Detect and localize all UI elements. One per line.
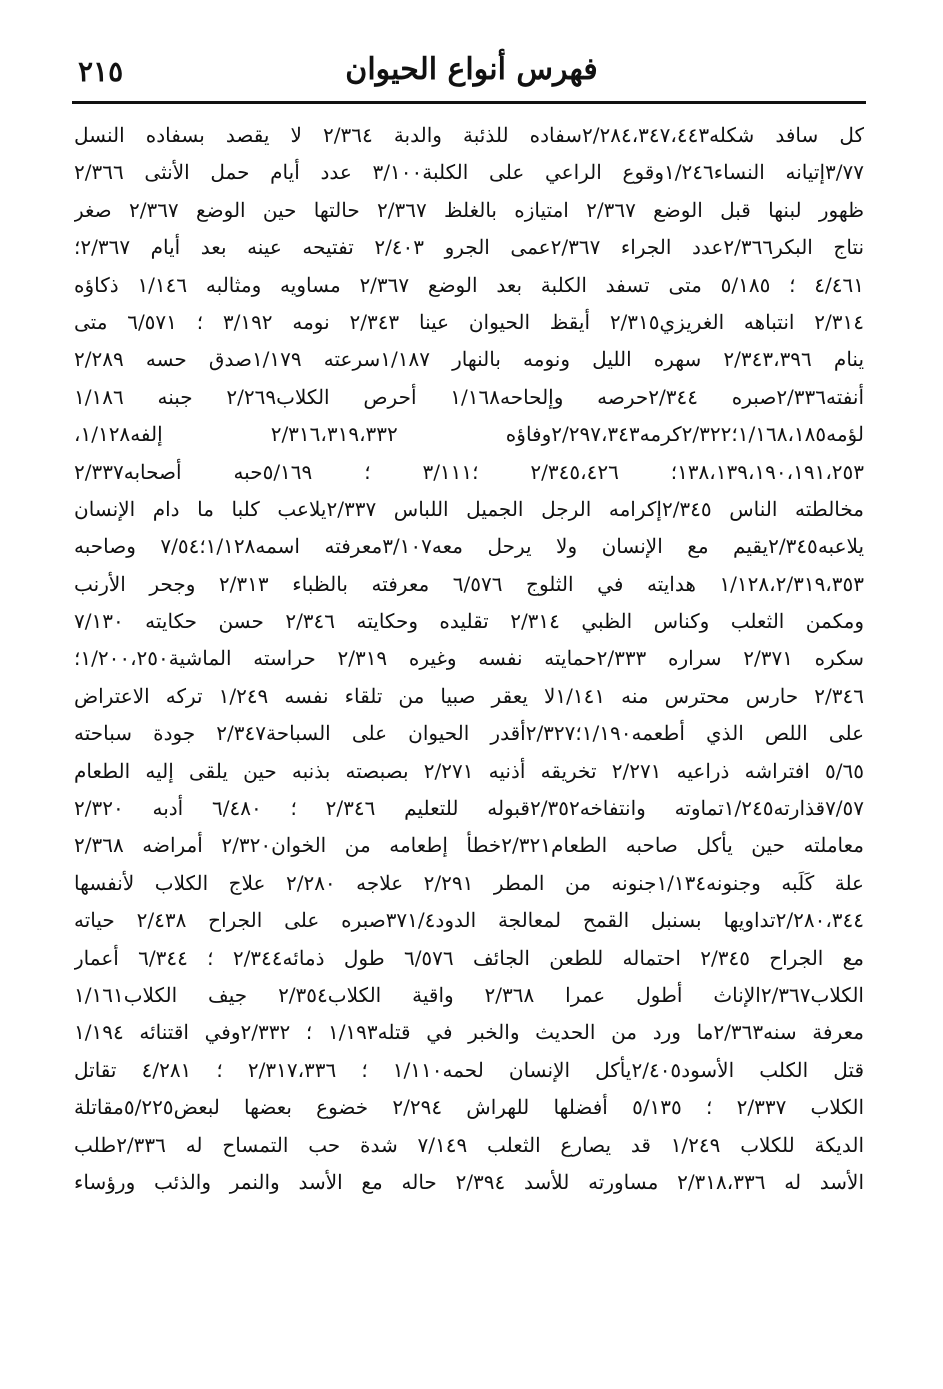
text-line: سكره ٢/٣٧١ سراره ٢/٣٣٣حمايته نفسه وغيره ٢/٣١٩ حراسته الماشية١/٢٠٠،٢٥٠؛: [74, 646, 864, 671]
text-line: ينام ٢/٣٤٣،٣٩٦ سهره الليل ونومه بالنهار ١/١٨٧سرعته ١/١٧٩صدق حسه ٢/٢٨٩: [74, 347, 864, 372]
text-line: معاملته حين يأكل صاحبه الطعام٢/٣٢١خطأ إطعامه من الخوان٢/٣٢٠ أمراضه ٢/٣٦٨: [74, 833, 864, 858]
header-rule: [72, 101, 866, 104]
text-line: معرفة سنه٢/٣٦٣ما ورد من الحديث والخبر في قتله١/١٩٣ ؛ ٢/٣٣٢وفي اقتنائه ١/١٩٤: [74, 1020, 864, 1045]
text-line: مع الجراح ٢/٣٤٥ احتماله للطعن الجائف ٦/٥٧٦ طول ذمائه٢/٣٤٤ ؛ ٦/٣٤٤ أعمار: [74, 945, 864, 970]
text-line: على اللص الذي أطعمه١/١٩٠؛٢/٣٢٧أقدر الحيوان على السباحة٢/٣٤٧ جودة سباحته: [74, 721, 864, 746]
text-line: ٧/٥٧قذارته١/٢٤٥تماوته وانتفاخه٢/٣٥٢قبوله للتعليم ٢/٣٤٦ ؛ ٦/٤٨٠ أدبه ٢/٣٢٠: [74, 796, 864, 821]
text-line: الأسد له ٢/٣١٨،٣٣٦ مساورته للأسد ٢/٣٩٤ حاله مع الأسد والنمر والذئب ورؤساء: [74, 1169, 864, 1194]
text-line: ظهور لبنها قبل الوضع ٢/٣٦٧ امتيازه بالغلظ ٢/٣٦٧ حالتها حين الوضع ٢/٣٦٧ صغر: [74, 197, 864, 222]
text-line: أنفته٢/٣٣٦صبره ٢/٣٤٤حرصه وإلحاحه١/١٦٨ أحرص الكلاب٢/٢٦٩ جبنه ١/١٨٦: [74, 384, 864, 409]
text-line: ٣/٧٧إتيانه النساء١/٢٤٦وقوع الراعي على الكلبة٣/١٠٠ عدد أيام حمل الأنثى ٢/٣٦٦: [74, 160, 864, 185]
text-line: نتاج البكر٢/٣٦٦عدد الجراء ٢/٣٦٧عمى الجرو ٢/٤٠٣ تفتيحه عينه بعد أيام ٢/٣٦٧؛: [74, 235, 864, 260]
text-line: مخالطته الناس ٢/٣٤٥إكرامه الرجل الجميل اللباس ٢/٣٣٧يلاعب كلبا ما دام الإنسان: [74, 496, 864, 521]
text-line: يلاعبه٢/٣٤٥يقيم مع الإنسان ولا يرحل معه٣/١٠٧معرفته اسمه١/١٢٨؛٧/٥٤ وصاحبه: [74, 534, 864, 559]
text-line: الكلاب٢/٣٦٧الإناث أطول عمرا ٢/٣٦٨ واقية الكلاب٢/٣٥٤ جيف الكلاب١/١٦١: [74, 982, 864, 1007]
text-line: ومكمن الثعلب وكناس الظبي ٢/٣١٤ تقليده وحكايته ٢/٣٤٦ حسن حكايته ٧/١٣٠: [74, 609, 864, 634]
text-line: ١٣٨،١٣٩،١٩٠،١٩١،٢٥٣؛ ٢/٣٤٥،٤٢٦ ؛٣/١١١ ؛ ٥/١٦٩حبه أصحابه٢/٣٣٧: [74, 459, 864, 484]
text-line: الكلاب ٢/٣٣٧ ؛ ٥/١٣٥ أفضلها للهراش ٢/٢٩٤ خضوع بعضها لبعض٥/٢٢٥مقاتلة: [74, 1095, 864, 1120]
text-line: الديكة للكلاب ١/٢٤٩ قد يصارع الثعلب ٧/١٤٩ شدة حب التمساح له ٢/٣٣٦طلب: [74, 1132, 864, 1157]
index-body: [74, 117, 864, 1201]
text-line: علة كَلَبه وجنونه١/١٣٤جنونه من المطر ٢/٢٩١ علاجه ٢/٢٨٠ علاج الكلاب لأنفسها: [74, 870, 864, 895]
page-number: ٢١٥: [78, 55, 124, 88]
text-line: ٢/٣٤٦ حارس محترس منه ١/١٤١لا يعقر صبيا من تلقاء نفسه ١/٢٤٩ تركه الاعتراض: [74, 683, 864, 708]
text-line: لؤمه١/١٦٨،١٨٥؛٢/٣٢٢كرمه٢/٢٩٧،٣٤٣وفاؤه ٢/٣١٦،٣١٩،٣٣٢ إلفه١/١٢٨،: [74, 422, 864, 447]
text-line: ٥/٦٥ افتراشه ذراعيه ٢/٢٧١ تخريقه أذنيه ٢/٢٧١ بصبصته بذنبه حين يلقى إليه الطعام: [74, 758, 864, 783]
text-line: كل سافد شكله٢/٢٨٤،٣٤٧،٤٤٣سفاده للذئبة والدبة ٢/٣٦٤ لا يقصد بسفاده النسل: [74, 123, 864, 147]
text-line: ٤/٤٦١ ؛ ٥/١٨٥ متى تسفد الكلبة بعد الوضع ٢/٣٦٧ مساويه ومثالبه ١/١٤٦ ذكاؤه: [74, 272, 864, 297]
page-title: فهرس أنواع الحيوان: [345, 52, 598, 87]
text-line: ٢/٣١٤ انتباهه الغريزي٢/٣١٥ أيقظ الحيوان عينا ٢/٣٤٣ نومه ٣/١٩٢ ؛ ٦/٥٧١ متى: [74, 309, 864, 334]
text-line: ١/١٢٨،٢/٣١٩،٣٥٣ هدايته في الثلوج ٦/٥٧٦ معرفته بالظباء ٢/٣١٣ وجحر الأرنب: [74, 571, 864, 596]
text-line: ٢/٢٨٠،٣٤٤تداويها بسنبل القمح لمعالجة الدود٣٧١/٤صبره على الجراح ٢/٤٣٨ حياته: [74, 908, 864, 933]
text-line: قتل الكلب الأسود٢/٤٠٥يأكل الإنسان لحمه١/١١٠ ؛ ٢/٣١٧،٣٣٦ ؛ ٤/٢٨١ تقاتل: [74, 1057, 864, 1082]
